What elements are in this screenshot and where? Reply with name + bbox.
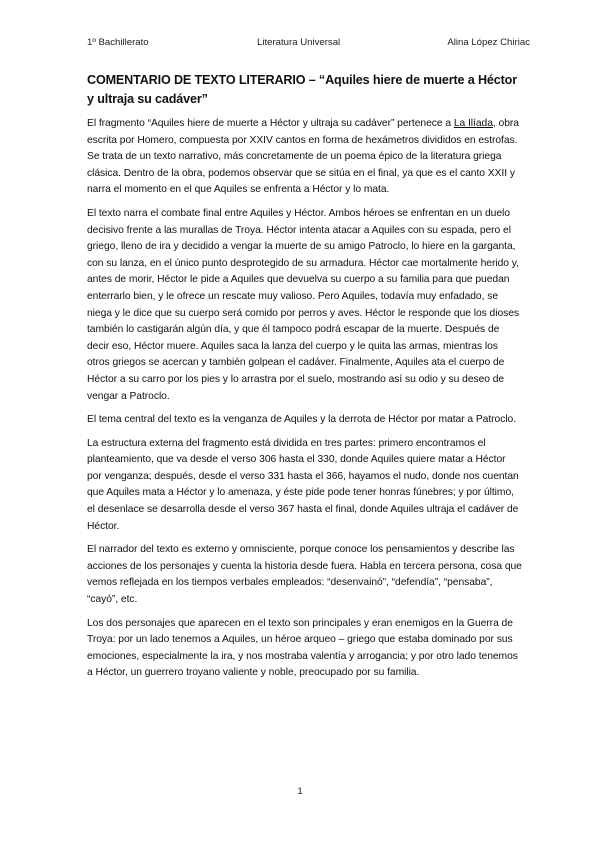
page-number: 1	[297, 786, 303, 797]
page-header	[87, 37, 530, 51]
paragraph-narrator: El narrador del texto es externo y omnisciente, porque conoce los pensamientos y describe las acciones de los personajes y cuenta la historia desde fuera. Habla en tercera persona, cosa que vemos reflejada en los tiempos verbales empleados: “desenvainó”, “defendía”, “pensaba”, “cayó”, etc.	[87, 544, 522, 606]
header-author: Alina López Chiriac	[447, 37, 530, 48]
paragraph-characters: Los dos personajes que aparecen en el texto son principales y eran enemigos en la Guerra de Troya: por un lado tenemos a Aquiles, un héroe arqueo – griego que estaba dominado por sus emociones, especialmente la ira, y nos mostraba valentía y arrogancia; y por otro lado tenemos a Héctor, un guerrero troyano valiente y noble, preocupado por su familia.	[87, 617, 518, 679]
paragraph-summary: El texto narra el combate final entre Aquiles y Héctor. Ambos héroes se enfrentan en un duelo decisivo frente a las murallas de Troya. Héctor intenta atacar a Aquiles con su espada, pero el griego, lleno de ira y decidido a vengar la muerte de su amigo Patroclo, lo hiere en la garganta, con su lanza, en el único punto desprotegido de su armadura. Héctor cae mortalmente herido y, antes de morir, Héctor le pide a Aquiles que devuelva su cuerpo a su familia para que puedan enterrarlo bien, y le ofrece un rescate muy valioso. Pero Aquiles, todavía muy enfadado, se niega y le dice que su cuerpo será comido por perros y aves. Héctor le responde que los dioses también lo castigarán algún día, y que él tampoco podrá escapar de la muerte. Después de decir eso, Héctor muere. Aquiles saca la lanza del cuerpo y le quita las armas, mientras los otros griegos se acercan y también golpean el cadáver. Finalmente, Aquiles ata el cuerpo de Héctor a su carro por los pies y lo arrastra por el suelo, mostrando así su odio y su deseo de vengar a Patroclo.	[87, 207, 520, 402]
paragraph-introduction	[87, 116, 523, 199]
work-title-link: La Ilíada	[453, 118, 493, 129]
intro-text-after: , obra escrita por Homero, compuesta por XXIV cantos en forma de hexámetros divididos en estrofas. Se trata de un texto narrativo, más concretamente de un poema épico de la literatura griega clásica. Dentro de la obra, podemos observar que se sitúa en el final, ya que es el canto XXII y narra el momento en el que Aquiles se enfrenta a Héctor y lo mata.	[87, 118, 519, 196]
intro-text-before: El fragmento “Aquiles hiere de muerte a Héctor y ultraja su cadáver” pertenece a	[87, 118, 454, 129]
document-title: COMENTARIO DE TEXTO LITERARIO – “Aquiles hiere de muerte a Héctor y ultraja su cadáver”	[87, 73, 517, 106]
paragraph-structure: La estructura externa del fragmento está dividida en tres partes: primero encontramos el planteamiento, que va desde el verso 306 hasta el 330, donde Aquiles quiere matar a Héctor por venganza; después, desde el verso 331 hasta el 366, hayamos el nudo, donde nos cuentan que Aquiles mata a Héctor y lo amenaza, y éste pide pode tener honras fúnebres; y por último, el desenlace se desarrolla desde el verso 367 hasta el final, donde Aquiles ultraja el cadáver de Héctor.	[87, 437, 519, 532]
paragraph-theme: El tema central del texto es la venganza de Aquiles y la derrota de Héctor por matar a Patroclo.	[87, 414, 517, 426]
header-subject: Literatura Universal	[257, 37, 341, 48]
document-body	[87, 71, 523, 689]
header-course: 1º Bachillerato	[87, 37, 149, 48]
